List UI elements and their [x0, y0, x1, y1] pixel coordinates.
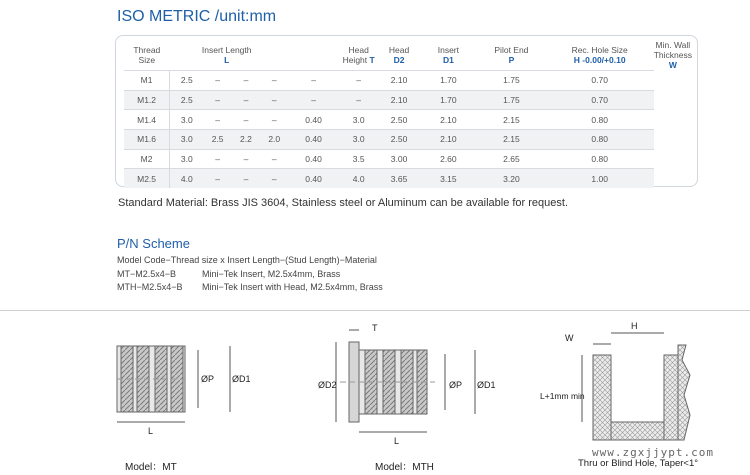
table-cell: – [339, 71, 379, 91]
table-cell: – [203, 149, 231, 169]
table-cell: 2.10 [379, 71, 420, 91]
mt-drawing [117, 346, 251, 436]
thread-size-cell: M2 [124, 149, 170, 169]
hole-caption: Thru or Blind Hole, Taper<1° [578, 458, 699, 469]
table-cell: 2.50 [379, 110, 420, 130]
pn-example-desc: Mini−Tek Insert with Head, M2.5x4mm, Brass [202, 282, 383, 292]
pn-example-code: MTH−M2.5x4−B [117, 282, 183, 292]
table-cell: – [260, 71, 288, 91]
table-cell: 2.60 [420, 149, 478, 169]
table-row [124, 130, 692, 150]
mth-l-label: L [394, 436, 400, 446]
table-cell: 3.0 [339, 110, 379, 130]
table-cell: 2.5 [170, 71, 204, 91]
pn-scheme: Model Code−Thread size x Insert Length−(Stud Length)−Material [117, 255, 377, 265]
col-head-d2: Head D2 [388, 45, 410, 65]
table-cell: – [232, 149, 260, 169]
col-thread-size: Thread Size [133, 45, 161, 65]
table-cell: 2.10 [420, 130, 478, 150]
mt-l-label: L [148, 426, 154, 436]
table-cell: 2.50 [379, 130, 420, 150]
table-cell: – [203, 90, 231, 110]
mt-p-label: ØP [201, 374, 215, 384]
table-cell: 2.10 [379, 90, 420, 110]
table-cell: 3.5 [339, 149, 379, 169]
table-cell: 3.20 [477, 169, 545, 188]
table-cell: 0.80 [546, 130, 654, 150]
pn-example-desc: Mini−Tek Insert, M2.5x4mm, Brass [202, 269, 341, 279]
table-cell: 4.0 [170, 169, 204, 188]
table-cell: – [260, 149, 288, 169]
spec-table-panel [115, 35, 698, 187]
table-cell: – [260, 90, 288, 110]
table-cell: – [203, 169, 231, 188]
table-cell: 2.2 [232, 130, 260, 150]
mth-p-label: ØP [449, 380, 463, 390]
spec-title: ISO METRIC /unit:mm [117, 8, 277, 25]
mth-caption: Model：MTH [375, 462, 434, 473]
table-cell: – [260, 110, 288, 130]
table-cell: 0.40 [288, 110, 338, 130]
table-cell: 3.15 [420, 169, 478, 188]
mt-caption: Model：MT [125, 462, 177, 473]
table-cell: 0.40 [288, 149, 338, 169]
table-cell: – [232, 90, 260, 110]
table-cell: – [203, 71, 231, 91]
table-row [124, 110, 692, 130]
col-head-height: Head Height T [342, 45, 375, 65]
table-cell: 4.0 [339, 169, 379, 188]
table-cell: 0.40 [288, 169, 338, 188]
table-row [124, 71, 692, 91]
mth-d2-label: ØD2 [318, 380, 337, 390]
table-cell: 2.65 [477, 149, 545, 169]
table-cell: – [288, 71, 338, 91]
table-cell: – [232, 71, 260, 91]
col-insert-d1: Insert D1 [437, 45, 459, 65]
pn-example-code: MT−M2.5x4−B [117, 269, 177, 279]
material-note: Standard Material: Brass JIS 3604, Stainless steel or Aluminum can be available for request. [118, 197, 569, 209]
col-rec-hole-size: Rec. Hole Size H -0.00/+0.10 [571, 45, 628, 65]
table-row [124, 90, 692, 110]
col-min-wall: Min. Wall Thickness W [653, 40, 692, 71]
table-cell: 3.0 [170, 110, 204, 130]
table-cell: 2.10 [420, 110, 478, 130]
table-cell: 2.15 [477, 110, 545, 130]
table-cell: 1.00 [546, 169, 654, 188]
mth-t-label: T [372, 323, 378, 333]
table-cell: – [288, 90, 338, 110]
pn-title: P/N Scheme [117, 236, 190, 251]
table-cell: 3.0 [339, 130, 379, 150]
thread-size-cell: M2.5 [124, 169, 170, 188]
thread-size-cell: M1.6 [124, 130, 170, 150]
table-cell: 0.70 [546, 90, 654, 110]
table-cell: 0.80 [546, 149, 654, 169]
hole-w-label: W [565, 333, 574, 343]
col-pilot-end: Pilot End P [494, 45, 529, 65]
thread-size-cell: M1 [124, 71, 170, 91]
table-header-row [124, 40, 692, 71]
table-cell: – [203, 110, 231, 130]
table-row [124, 169, 692, 188]
table-cell: 3.00 [379, 149, 420, 169]
table-cell: 2.0 [260, 130, 288, 150]
col-insert-length: Insert Length L [201, 45, 252, 65]
mth-drawing [318, 323, 496, 446]
table-cell: 0.70 [546, 71, 654, 91]
mt-d1-label: ØD1 [232, 374, 251, 384]
table-cell: 1.75 [477, 90, 545, 110]
table-cell: 1.70 [420, 71, 478, 91]
table-cell: – [339, 90, 379, 110]
table-cell: 2.5 [170, 90, 204, 110]
table-cell: 3.0 [170, 130, 204, 150]
thread-size-cell: M1.2 [124, 90, 170, 110]
table-cell: 2.5 [203, 130, 231, 150]
table-cell: 0.40 [288, 130, 338, 150]
table-cell: 2.15 [477, 130, 545, 150]
hole-depth-label: L+1mm min [540, 391, 585, 401]
watermark: www.zgxjjypt.com [592, 446, 714, 459]
hole-drawing [540, 321, 690, 440]
table-cell: 1.70 [420, 90, 478, 110]
table-cell: 3.65 [379, 169, 420, 188]
table-cell: 0.80 [546, 110, 654, 130]
mth-d1-label: ØD1 [477, 380, 496, 390]
table-cell: – [232, 169, 260, 188]
table-cell: 1.75 [477, 71, 545, 91]
spec-table [124, 40, 692, 188]
table-cell: – [260, 169, 288, 188]
table-cell: 3.0 [170, 149, 204, 169]
thread-size-cell: M1.4 [124, 110, 170, 130]
hole-h-label: H [631, 321, 638, 331]
table-row [124, 149, 692, 169]
table-cell: – [232, 110, 260, 130]
